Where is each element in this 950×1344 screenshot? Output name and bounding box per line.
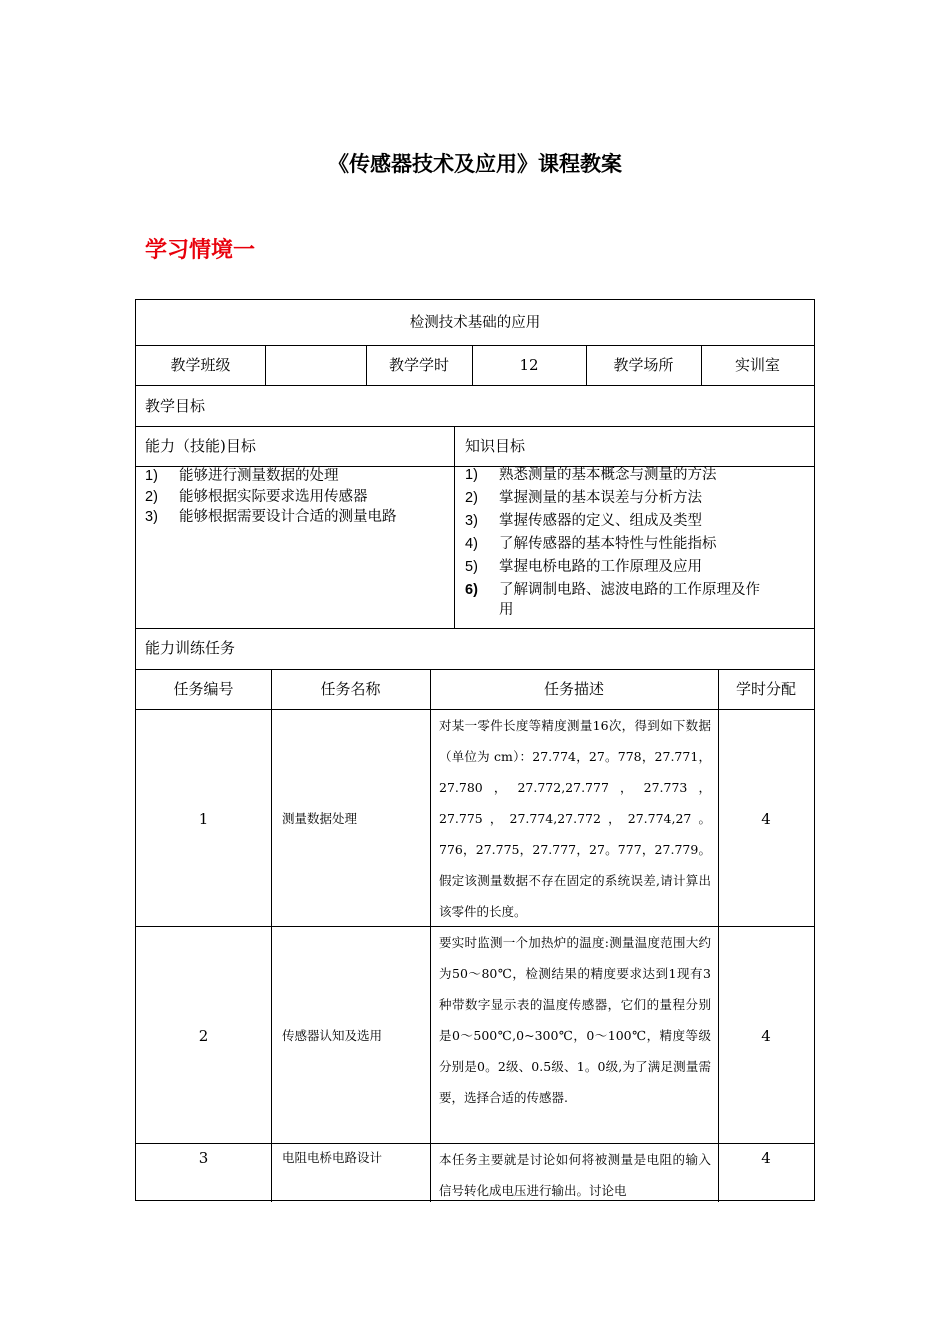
place-value: 实训室 — [734, 356, 780, 374]
list-item: 6) 了解调制电路、滤波电路的工作原理及作 — [465, 582, 760, 598]
hours-label: 教学学时 — [388, 356, 449, 374]
task-3-description: 本任务主要就是讨论如何将被测量是电阻的输入信号转化成电压进行输出。讨论电 — [439, 1152, 711, 1198]
list-item: 5) 掌握电桥电路的工作原理及应用 — [465, 559, 702, 575]
task-1-hours: 4 — [761, 810, 771, 828]
task-1-id: 1 — [198, 810, 209, 828]
place-label: 教学场所 — [613, 356, 674, 374]
list-item: 3) 能够根据需要设计合适的测量电路 — [145, 509, 397, 525]
task-3-name: 电阻电桥电路设计 — [282, 1150, 383, 1165]
list-item: 4) 了解传感器的基本特性与性能指标 — [465, 536, 717, 552]
document-title: 《传感器技术及应用》课程教案 — [328, 152, 622, 176]
lesson-plan-table — [135, 299, 815, 1201]
task-2-hours: 4 — [761, 1027, 771, 1045]
list-item: 2) 掌握测量的基本误差与分析方法 — [465, 490, 702, 506]
task-2-id: 2 — [198, 1027, 209, 1045]
list-item: 用 — [499, 602, 514, 618]
class-label: 教学班级 — [170, 356, 231, 374]
ability-label: 能力（技能)目标 — [145, 437, 256, 455]
task-2-description: 要实时监测一个加热炉的温度:测量温度范围大约为50～80℃，检测结果的精度要求达到1现有3种带数字显示表的温度传感器，它们的量程分别是0～500℃,0~300℃，0～100℃，精度等级分别是0。2级、0.5级、1。0级,为了满足测量需要，选择合适的传感器. — [439, 935, 711, 1105]
list-item: 2) 能够根据实际要求选用传感器 — [145, 488, 368, 505]
objectives-label: 教学目标 — [145, 397, 206, 415]
task-2-name: 传感器认知及选用 — [282, 1028, 383, 1043]
task-3-hours: 4 — [761, 1149, 771, 1167]
section-heading: 学习情境一 — [145, 238, 256, 263]
task-1-name: 测量数据处理 — [282, 811, 358, 826]
knowledge-list — [465, 464, 810, 622]
task-header-description: 任务描述 — [543, 680, 604, 698]
task-header-id: 任务编号 — [173, 680, 234, 698]
task-header-name: 任务名称 — [320, 680, 381, 698]
knowledge-label: 知识目标 — [465, 437, 526, 455]
table-topic: 检测技术基础的应用 — [409, 315, 541, 331]
list-item: 1) 能够进行测量数据的处理 — [145, 468, 339, 484]
task-3-id: 3 — [198, 1149, 209, 1167]
list-item: 1) 熟悉测量的基本概念与测量的方法 — [465, 467, 717, 483]
task-1-description: 对某一零件长度等精度测量16次，得到如下数据（单位为 cm）：27.774，27。778，27.771，27.780，27.772,27.777，27.773，27.775，27.774,27.772，27.774,27。776，27.775，27.777，27。777，27.779。假定该测量数据不存在固定的系统误差,请计算出该零件的长度。 — [439, 718, 711, 919]
task-header-hours: 学时分配 — [735, 680, 796, 698]
tasks-label: 能力训练任务 — [145, 639, 236, 657]
ability-list — [145, 466, 445, 528]
hours-value: 12 — [519, 356, 539, 374]
list-item: 3) 掌握传感器的定义、组成及类型 — [465, 513, 702, 529]
